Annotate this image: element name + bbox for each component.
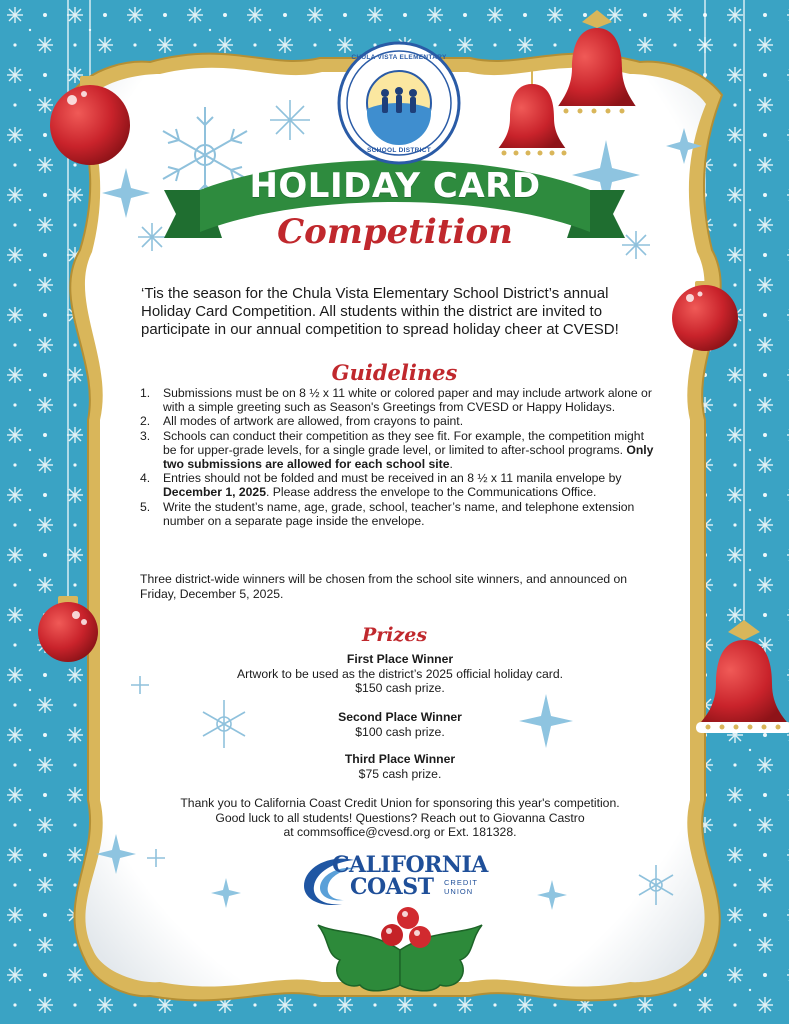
thank-you-note	[140, 796, 660, 840]
guideline-item	[140, 471, 660, 499]
title-competition: Competition	[277, 212, 513, 252]
second-place-block	[150, 710, 650, 739]
second-place-title: Second Place Winner	[338, 710, 462, 724]
guideline-text: All modes of artwork are allowed, from crayons to paint.	[163, 414, 464, 429]
guideline-number: 1.	[140, 386, 151, 400]
sponsor-logo	[298, 852, 498, 910]
guideline-text: Write the student’s name, age, grade, school, teacher’s name, and telephone extension number on a separate page inside the envelope.	[163, 499, 635, 528]
guidelines-list	[140, 386, 660, 528]
first-place-title: First Place Winner	[346, 652, 454, 666]
guideline-text: Schools can conduct their competition as they see fit. For example, the competition might be for upper-grade levels, for a single grade level, or limited to after-school programs.	[163, 428, 644, 457]
guideline-number: 3.	[140, 428, 151, 443]
guideline-text-end: . Please address the envelope to the Communications Office.	[266, 485, 597, 500]
sponsor-name-line1: CALIFORNIA	[332, 852, 488, 878]
thanks-line3: at commsoffice@cvesd.org or Ext. 181328.	[283, 825, 517, 839]
logo-ring-top-text: CHULA VISTA ELEMENTARY	[351, 54, 447, 61]
guideline-item	[140, 414, 660, 428]
first-place-line2: $150 cash prize.	[355, 681, 445, 695]
thanks-line2: Good luck to all students! Questions? Reach out to Giovanna Castro	[215, 810, 585, 825]
third-place-block	[150, 752, 650, 781]
guideline-bold-text: Only two submissions are allowed for each school site	[163, 442, 654, 472]
guideline-bold-date: December 1, 2025	[163, 485, 266, 500]
first-place-block	[150, 652, 650, 696]
second-place-line1: $100 cash prize.	[355, 724, 445, 739]
guideline-text: Submissions must be on 8 ½ x 11 white or colored paper and may include artwork alone or with a simple greeting such as Season's Greetings from CVESD or Happy Holidays.	[163, 386, 652, 415]
guideline-item	[140, 386, 660, 414]
intro-paragraph: ‘Tis the season for the Chula Vista Elementary School District’s annual Holiday Card Competition. All students within the district are invited to participate in our annual competition to spread holiday cheer at CVESD!	[141, 285, 619, 338]
first-place-line1: Artwork to be used as the district’s 2025 official holiday card.	[236, 666, 564, 681]
guideline-item	[140, 500, 660, 528]
guideline-text: Entries should not be folded and must be received in an 8 ½ x 11 manila envelope by	[163, 471, 622, 486]
third-place-title: Third Place Winner	[344, 752, 456, 766]
district-logo-seal	[339, 43, 459, 163]
winners-announcement: Three district-wide winners will be chosen from the school site winners, and announced on Friday, December 5, 2025.	[140, 572, 628, 601]
guideline-item	[140, 429, 660, 472]
guideline-text-end: .	[449, 457, 453, 472]
guidelines-title: Guidelines	[331, 360, 458, 385]
guideline-number: 5.	[140, 499, 151, 514]
third-place-line1: $75 cash prize.	[358, 766, 442, 781]
prizes-title: Prizes	[361, 624, 428, 646]
thanks-line1: Thank you to California Coast Credit Union for sponsoring this year's competition.	[180, 796, 620, 810]
logo-ring-bottom-text: SCHOOL DISTRICT	[367, 147, 431, 154]
sponsor-sub-line1: CREDIT	[444, 878, 478, 887]
title-holiday-card: HOLIDAY CARD	[249, 166, 541, 206]
sponsor-sub-line2: UNION	[444, 887, 474, 896]
guideline-number: 2.	[140, 414, 151, 429]
guideline-number: 4.	[140, 471, 151, 486]
sponsor-name-line2: COAST	[350, 874, 434, 900]
